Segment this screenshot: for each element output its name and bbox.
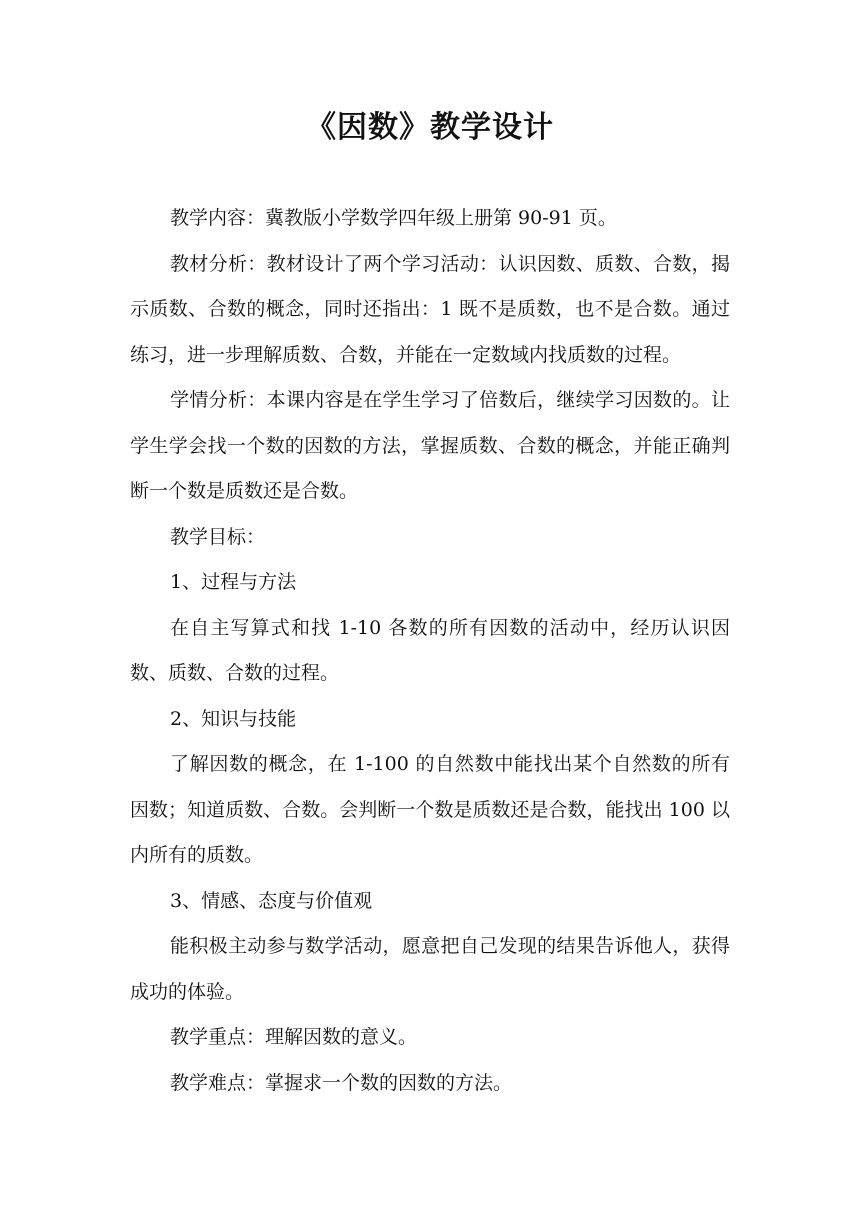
heading-knowledge-and-skills: 2、知识与技能 [170,707,297,730]
heading-emotion-attitude-values: 3、情感、态度与价值观 [170,889,373,912]
heading-process-and-method: 1、过程与方法 [170,571,297,593]
paragraph-emotion-attitude-values: 能积极主动参与数学活动，愿意把自己发现的结果告诉他人，获得成功的体验。 [130,935,730,1003]
paragraph-teaching-content: 教学内容：冀教版小学数学四年级上册第 90-91 页。 [170,207,617,229]
paragraph-textbook-analysis: 教材分析：教材设计了两个学习活动：认识因数、质数、合数，揭示质数、合数的概念，同时还指出：1 既不是质数，也不是合数。通过练习，进一步理解质数、合数，并能在一定数域内找质数的过程。 [130,252,730,366]
paragraph-teaching-key-point: 教学重点：理解因数的意义。 [170,1026,418,1048]
document-title: 《因数》教学设计 [306,110,554,145]
paragraph-knowledge-and-skills: 了解因数的概念，在 1-100 的自然数中能找出某个自然数的所有因数；知道质数、合数。会判断一个数是质数还是合数，能找出 100 以内所有的质数。 [130,753,730,866]
paragraph-student-analysis: 学情分析：本课内容是在学生学习了倍数后，继续学习因数的。让学生学会找一个数的因数的方法，掌握质数、合数的概念，并能正确判断一个数是质数还是合数。 [130,389,730,502]
paragraph-process-and-method: 在自主写算式和找 1-10 各数的所有因数的活动中，经历认识因数、质数、合数的过程。 [130,616,730,684]
heading-teaching-goals: 教学目标： [170,525,266,548]
document-body [130,196,730,1106]
paragraph-teaching-difficulty: 教学难点：掌握求一个数的因数的方法。 [170,1071,513,1094]
